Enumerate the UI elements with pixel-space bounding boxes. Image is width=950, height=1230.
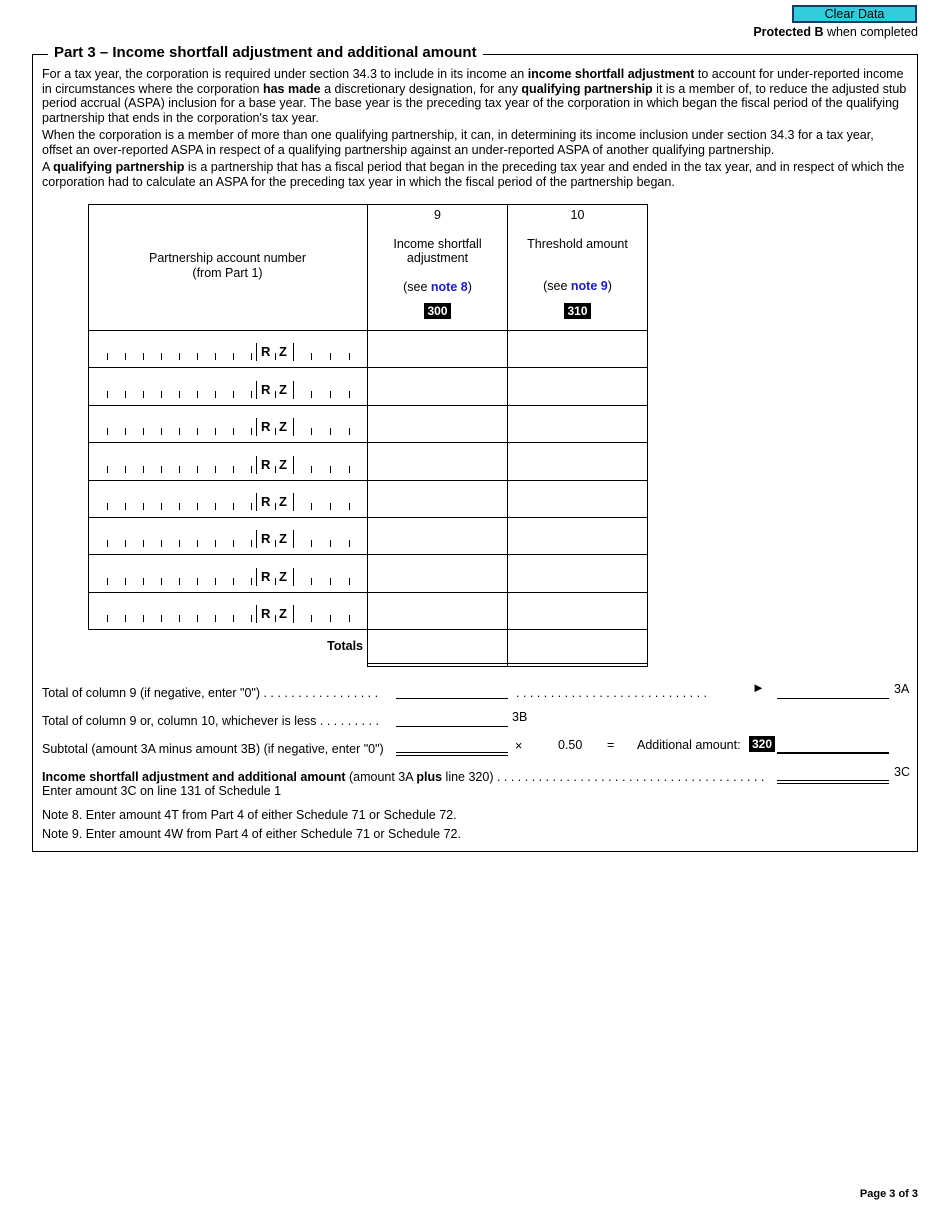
line-3b-amount-field[interactable]: [396, 726, 508, 727]
line-3b-code: 3B: [512, 710, 528, 724]
line-3c-amount-field[interactable]: [777, 780, 889, 784]
header-account-line1: Partnership account number: [148, 251, 307, 265]
line-3a-leader-dots: . . . . . . . . . . . . . . . . . . . . . . . . . . . .: [516, 686, 708, 700]
final-line-label: [42, 770, 764, 784]
additional-amount-label: Additional amount:: [637, 738, 741, 752]
part3-paragraph-2: When the corporation is a member of more than one qualifying partnership, it can, in determining its income inclusion under section 34.3 for a tax year, offset an over-reported ASPA in respect of a qualifying partnership against an under-reported ASPA of another qualifying partnership.: [42, 128, 874, 157]
final-end: line 320) . . . . . . . . . . . . . . . . . . . . . . . . . . . . . . . . . . . . . . .: [442, 770, 765, 784]
income-shortfall-field[interactable]: [369, 443, 506, 478]
protected-b-rest: when completed: [823, 25, 918, 39]
final-plus: plus: [416, 770, 443, 784]
program-id-z: Z: [279, 456, 287, 472]
program-id-r: R: [261, 381, 271, 397]
income-shortfall-field[interactable]: [369, 593, 506, 628]
program-id-z: Z: [279, 381, 287, 397]
header-account-line2: (from Part 1): [192, 265, 263, 280]
line-3a-col9-field[interactable]: [396, 698, 508, 699]
income-shortfall-field[interactable]: [369, 331, 506, 366]
program-id-r: R: [261, 493, 271, 509]
col10-see: (see: [543, 279, 571, 293]
totals-label: Totals: [327, 639, 363, 653]
table-row: [88, 442, 368, 479]
note-8-text: Note 8. Enter amount 4T from Part 4 of either Schedule 71 or Schedule 72.: [42, 808, 457, 822]
table-row: [88, 517, 368, 554]
income-shortfall-field[interactable]: [369, 518, 506, 553]
line-3a-amount-field[interactable]: [777, 698, 889, 699]
note-9-link[interactable]: note 9: [570, 279, 608, 293]
table-row: [88, 330, 368, 367]
line-3c-code: 3C: [894, 765, 910, 779]
p3-run: is a partnership that has a fiscal period that began in the preceding tax year and ended in the tax year, and in respect of which the corporation had to calculate an ASPA for the preceding tax year in which the fiscal period of the partnership began.: [42, 160, 905, 189]
line-3b-label: Total of column 9 or, column 10, whichever is less . . . . . . . . .: [42, 714, 379, 728]
note-9-text: Note 9. Enter amount 4W from Part 4 of either Schedule 71 or Schedule 72.: [42, 827, 461, 841]
threshold-amount-field[interactable]: [509, 331, 646, 366]
account-number-field[interactable]: [88, 367, 367, 404]
part3-paragraph-1: [42, 67, 907, 125]
account-number-field[interactable]: [88, 554, 367, 591]
account-number-field[interactable]: [88, 517, 367, 554]
col10-title: Threshold amount: [527, 236, 628, 251]
income-shortfall-field[interactable]: [369, 406, 506, 441]
line-3a-code: 3A: [894, 682, 910, 696]
program-id-r: R: [261, 419, 271, 435]
additional-amount-field[interactable]: [777, 752, 889, 754]
col9-close: ): [467, 279, 472, 294]
multiply-sign: ×: [515, 739, 523, 753]
page-number: Page 3 of 3: [859, 1188, 918, 1200]
note-8-link[interactable]: note 8: [430, 279, 468, 294]
p1-run: qualifying partnership: [521, 81, 653, 96]
threshold-amount-field[interactable]: [509, 406, 646, 441]
account-number-field[interactable]: [88, 330, 367, 367]
table-row: [88, 405, 368, 442]
program-id-r: R: [261, 344, 271, 360]
threshold-amount-field[interactable]: [509, 443, 646, 478]
clear-data-button[interactable]: Clear Data: [792, 5, 917, 23]
arrow-right-icon: ►: [752, 680, 765, 695]
p1-run: income shortfall adjustment: [527, 67, 695, 81]
col9-title-line1: Income shortfall: [393, 236, 482, 251]
col9-note-ref: [368, 280, 507, 295]
col10-close: ): [607, 279, 612, 293]
table-row: [88, 554, 368, 591]
col10-note-ref: [508, 279, 647, 294]
header-col10: [508, 208, 647, 319]
account-number-field[interactable]: [88, 592, 367, 629]
code-320-badge: 320: [749, 736, 775, 752]
program-id-r: R: [261, 568, 271, 584]
program-id-z: Z: [279, 344, 287, 360]
header-account-number: [88, 251, 367, 280]
subtotal-label: Subtotal (amount 3A minus amount 3B) (if negative, enter "0"): [42, 742, 384, 756]
account-number-field[interactable]: [88, 405, 367, 442]
threshold-amount-field[interactable]: [509, 518, 646, 553]
threshold-amount-field[interactable]: [509, 368, 646, 403]
col9-number: 9: [434, 208, 441, 222]
col10-number: 10: [570, 208, 585, 222]
account-number-field[interactable]: [88, 442, 367, 479]
code-300-badge: 300: [424, 303, 450, 319]
program-id-z: Z: [279, 493, 287, 509]
header-col9: [368, 208, 507, 319]
total-col9-field[interactable]: [369, 631, 506, 661]
total-col10-field[interactable]: [509, 631, 646, 661]
protected-b-bold: Protected B: [753, 25, 824, 39]
partnership-table: [88, 204, 648, 667]
final-bold: Income shortfall adjustment and additional amount: [42, 770, 346, 784]
p1-run: to account for under-reported income in circumstances where the corporation: [42, 67, 904, 96]
code-310-badge: 310: [564, 303, 590, 319]
part3-paragraph-3: [42, 160, 907, 189]
col9-title-line2: adjustment: [406, 251, 469, 265]
equals-sign: =: [607, 738, 615, 752]
line-3a-label: Total of column 9 (if negative, enter "0") . . . . . . . . . . . . . . . . .: [42, 686, 379, 700]
table-row: [88, 367, 368, 404]
program-id-z: Z: [279, 568, 287, 584]
table-row: [88, 592, 368, 629]
subtotal-field[interactable]: [396, 752, 508, 756]
final-line-instruction: Enter amount 3C on line 131 of Schedule 1: [42, 784, 282, 798]
rate-value: 0.50: [558, 738, 583, 752]
part3-title: Part 3 – Income shortfall adjustment and additional amount: [48, 44, 483, 61]
program-id-z: Z: [279, 606, 287, 622]
table-row: [88, 480, 368, 517]
p1-run: it is a member of, to reduce the adjusted stub period accrual (ASPA) inclusion for a base year. The base year is the preceding tax year of the corporation in which began the fiscal period of the qualifying partnership that ends in the corporation's tax year.: [42, 81, 907, 125]
threshold-amount-field[interactable]: [509, 555, 646, 590]
income-shortfall-field[interactable]: [369, 555, 506, 590]
col9-see: (see: [403, 279, 431, 294]
program-id-r: R: [261, 456, 271, 472]
final-rest: (amount 3A: [345, 770, 417, 784]
program-id-z: Z: [279, 531, 287, 547]
threshold-amount-field[interactable]: [509, 481, 646, 516]
p1-run: has made: [262, 81, 321, 96]
program-id-r: R: [261, 606, 271, 622]
threshold-amount-field[interactable]: [509, 593, 646, 628]
p3-run: qualifying partnership: [53, 160, 185, 174]
p1-run: a discretionary designation, for any: [320, 81, 522, 96]
income-shortfall-field[interactable]: [369, 481, 506, 516]
program-id-r: R: [261, 531, 271, 547]
p3-run: A: [42, 160, 54, 174]
program-id-z: Z: [279, 419, 287, 435]
income-shortfall-field[interactable]: [369, 368, 506, 403]
account-number-field[interactable]: [88, 480, 367, 517]
protected-b-notice: [753, 25, 918, 39]
p1-run: For a tax year, the corporation is required under section 34.3 to include in its income an: [42, 67, 528, 81]
